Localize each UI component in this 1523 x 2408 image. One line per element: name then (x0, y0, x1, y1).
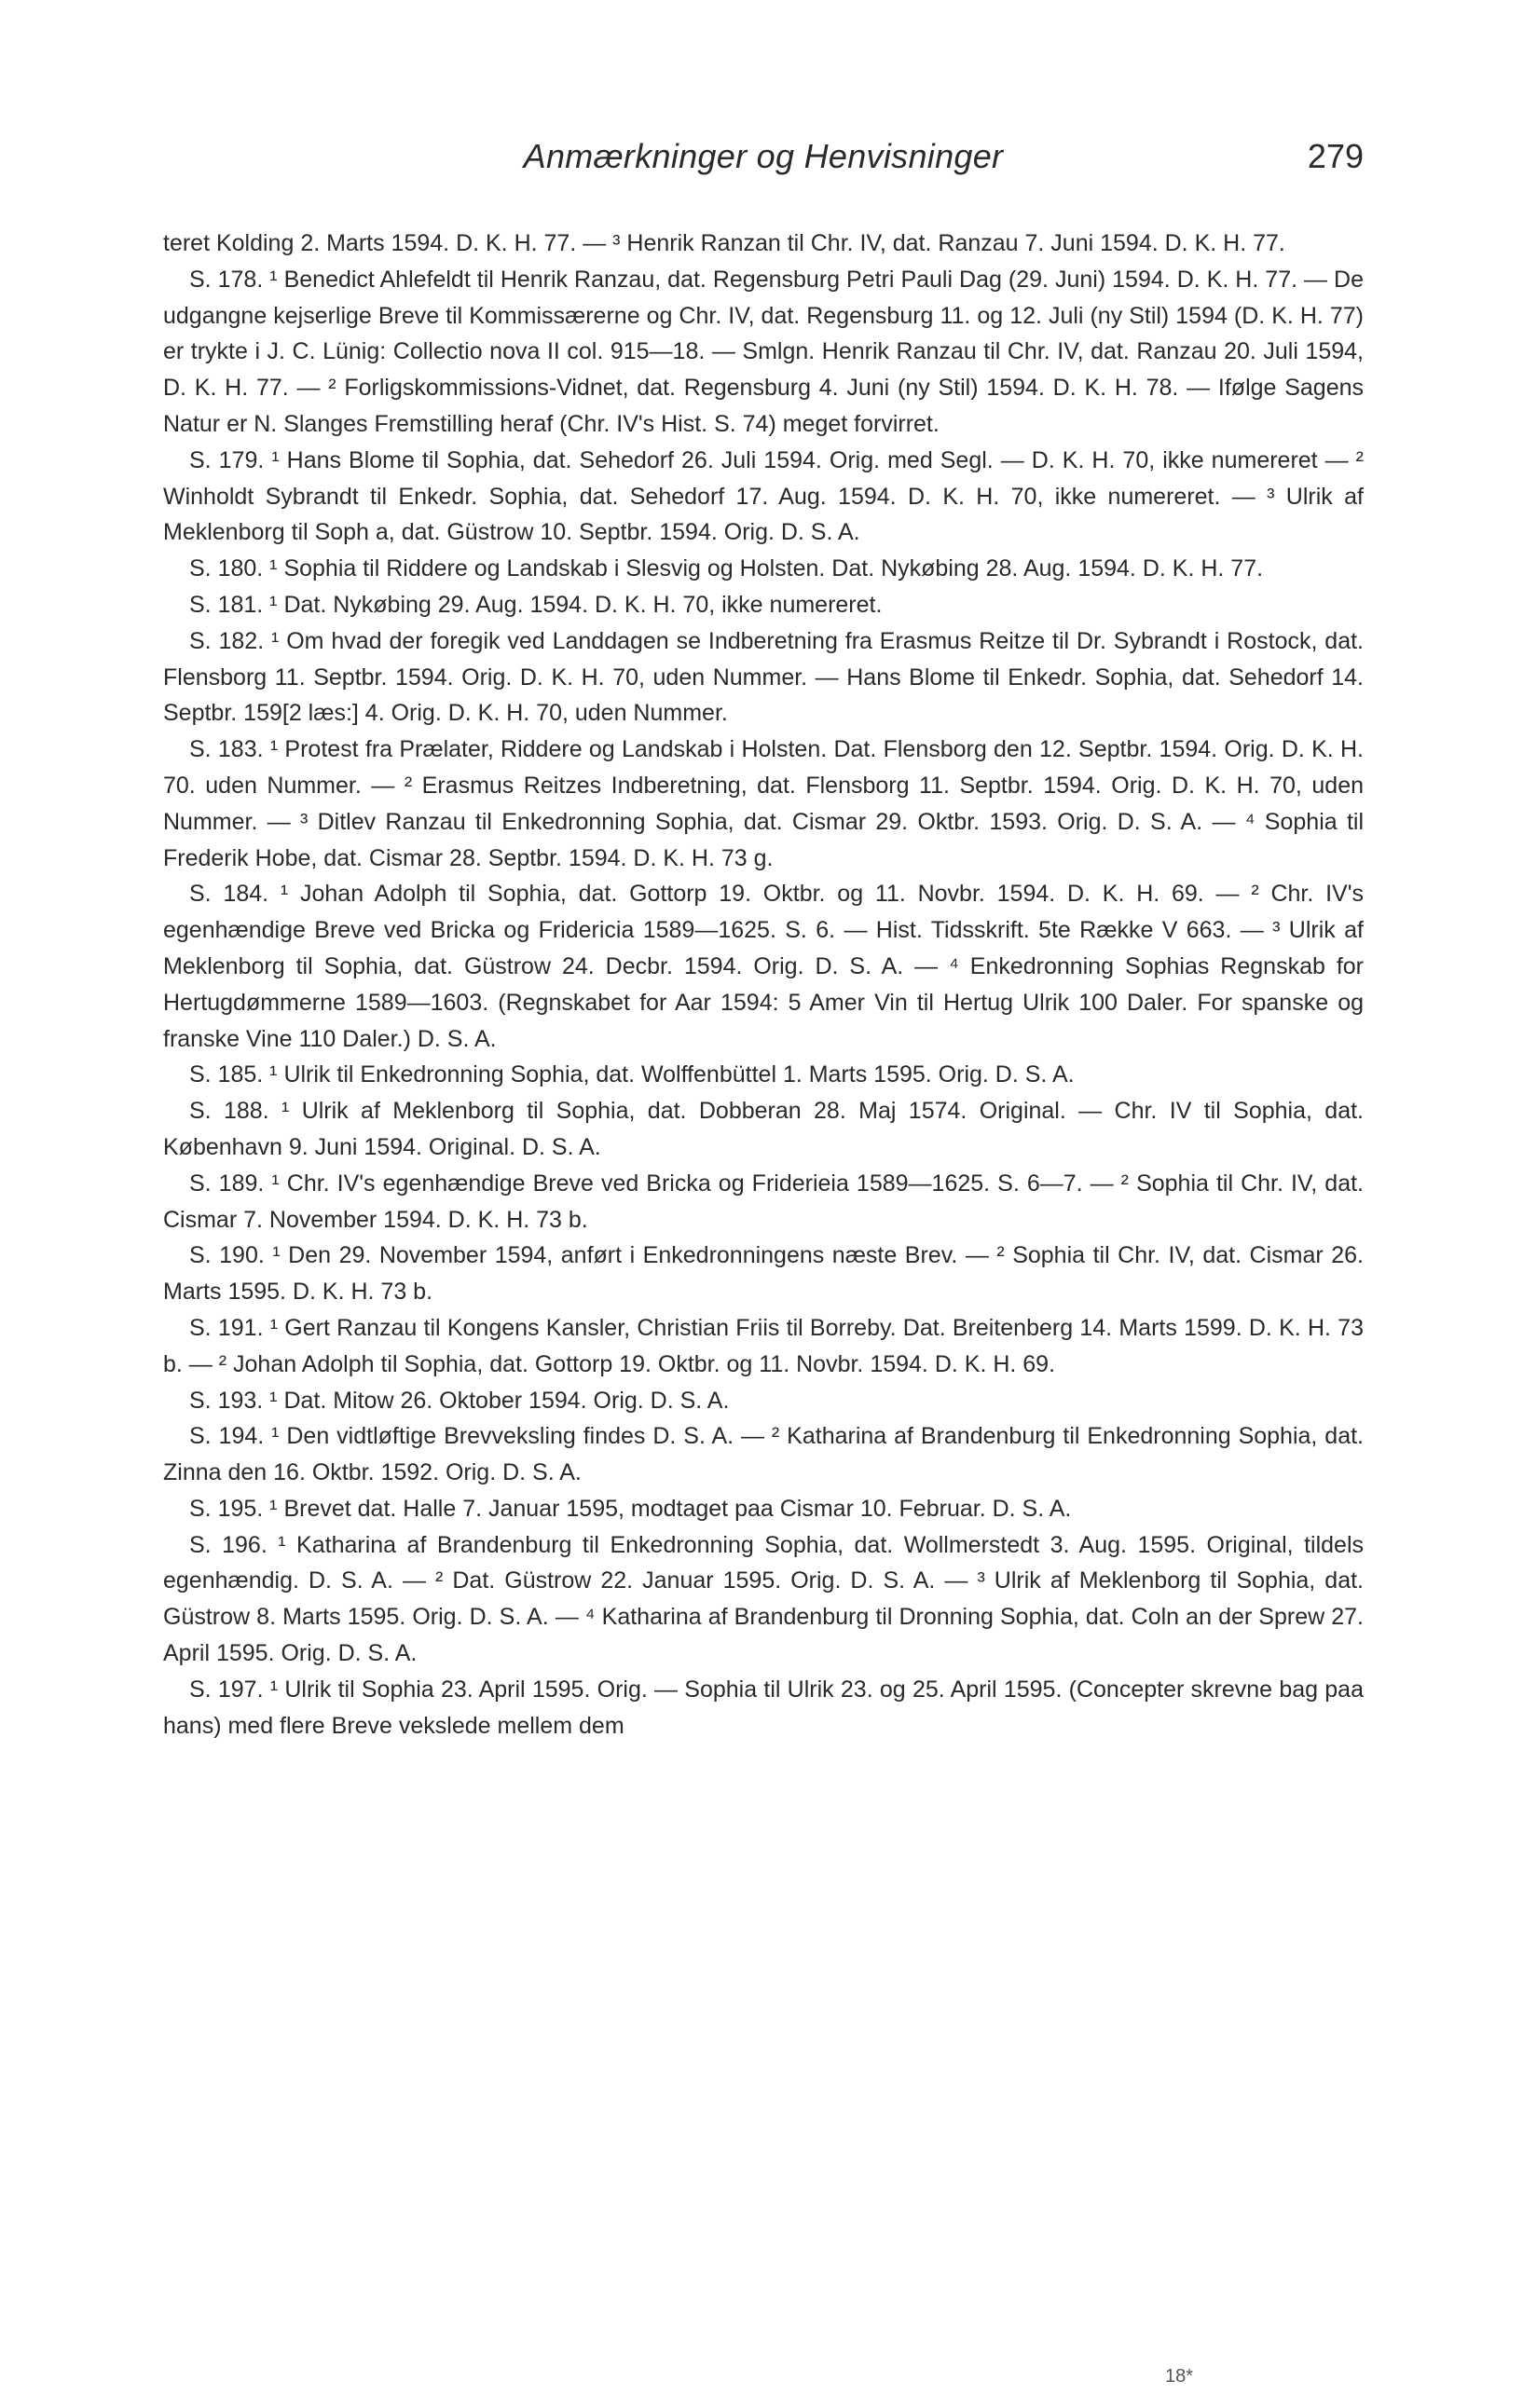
note-paragraph: S. 181. ¹ Dat. Nykøbing 29. Aug. 1594. D. K. H. 70, ikke numereret. (189, 591, 883, 618)
note-paragraph: S. 188. ¹ Ulrik af Meklenborg til Sophia, dat. Dobberan 28. Maj 1574. Original. — Chr. IV til Sophia, dat. København 9. Juni 1594. Original. D. S. A. (163, 1098, 1364, 1160)
note-paragraph: S. 185. ¹ Ulrik til Enkedronning Sophia, dat. Wolffenbüttel 1. Marts 1595. Orig. D. S. A. (189, 1061, 1075, 1088)
note-paragraph: S. 193. ¹ Dat. Mitow 26. Oktober 1594. Orig. D. S. A. (189, 1387, 730, 1414)
note-paragraph: S. 195. ¹ Brevet dat. Halle 7. Januar 1595, modtaget paa Cismar 10. Februar. D. S. A. (189, 1495, 1072, 1522)
page-number: 279 (1307, 137, 1364, 175)
note-paragraph: S. 190. ¹ Den 29. November 1594, anført i Enkedronningens næste Brev. — ² Sophia til Chr. IV, dat. Cismar 26. Marts 1595. D. K. H. 73 b. (163, 1242, 1364, 1306)
note-paragraph: S. 179. ¹ Hans Blome til Sophia, dat. Sehedorf 26. Juli 1594. Orig. med Segl. — D. K. H. 70, ikke numereret — ² Winholdt Sybrandt til Enkedr. Sophia, dat. Sehedorf 17. Aug. 1594. D. K. H. 70, ikke numereret. — ³ Ulrik af Meklenborg til Soph a, dat. Güstrow 10. Septbr. 1594. Orig. D. S. A. (163, 446, 1364, 546)
note-paragraph: S. 191. ¹ Gert Ranzau til Kongens Kansler, Christian Friis til Borreby. Dat. Breitenberg 14. Marts 1599. D. K. H. 73 b. — ² Johan Adolph til Sophia, dat. Gottorp 19. Oktbr. og 11. Novbr. 1594. D. K. H. 69. (163, 1314, 1364, 1377)
note-paragraph: S. 196. ¹ Katharina af Brandenburg til Enkedronning Sophia, dat. Wollmerstedt 3. Aug. 1595. Original, tildels egenhændig. D. S. A. — ² Dat. Güstrow 22. Januar 1595. Orig. D. S. A. — ³ Ulrik af Meklenborg til Sophia, dat. Güstrow 8. Marts 1595. Orig. D. S. A. — ⁴ Katharina af Brandenburg til Dronning Sophia, dat. Coln an der Sprew 27. April 1595. Orig. D. S. A. (163, 1531, 1364, 1667)
note-paragraph: S. 183. ¹ Protest fra Prælater, Riddere og Landskab i Holsten. Dat. Flensborg den 12. Septbr. 1594. Orig. D. K. H. 70. uden Nummer. — ² Erasmus Reitzes Indberetning, dat. Flensborg 11. Septbr. 1594. Orig. D. K. H. 70, uden Nummer. — ³ Ditlev Ranzau til Enkedronning Sophia, dat. Cismar 29. Oktbr. 1593. Orig. D. S. A. — ⁴ Sophia til Frederik Hobe, dat. Cismar 28. Septbr. 1594. D. K. H. 73 g. (163, 736, 1364, 871)
note-paragraph: teret Kolding 2. Marts 1594. D. K. H. 77. — ³ Henrik Ranzan til Chr. IV, dat. Ranzau 7. Juni 1594. D. K. H. 77. (163, 230, 1285, 256)
notes-body (163, 226, 1364, 1744)
note-paragraph: S. 182. ¹ Om hvad der foregik ved Landdagen se Indberetning fra Erasmus Reitze til Dr. Sybrandt i Rostock, dat. Flensborg 11. Septbr. 1594. Orig. D. K. H. 70, uden Nummer. — Hans Blome til Enkedr. Sophia, dat. Sehedorf 14. Septbr. 159[2 læs:] 4. Orig. D. K. H. 70, uden Nummer. (163, 627, 1364, 727)
note-paragraph: S. 178. ¹ Benedict Ahlefeldt til Henrik Ranzau, dat. Regensburg Petri Pauli Dag (29. Juni) 1594. D. K. H. 77. — De udgangne kejserlige Breve til Kommissærerne og Chr. IV, dat. Regensburg 11. og 12. Juli (ny Stil) 1594 (D. K. H. 77) er trykte i J. C. Lünig: Collectio nova II col. 915—18. — Smlgn. Henrik Ranzau til Chr. IV, dat. Ranzau 20. Juli 1594, D. K. H. 77. — ² Forligskommissions-Vidnet, dat. Regensburg 4. Juni (ny Stil) 1594. D. K. H. 78. — Ifølge Sagens Natur er N. Slanges Fremstilling heraf (Chr. IV's Hist. S. 74) meget forvirret. (163, 266, 1364, 437)
note-paragraph: S. 189. ¹ Chr. IV's egenhændige Breve ved Bricka og Friderieia 1589—1625. S. 6—7. — ² Sophia til Chr. IV, dat. Cismar 7. November 1594. D. K. H. 73 b. (163, 1170, 1364, 1233)
note-paragraph: S. 194. ¹ Den vidtløftige Brevveksling findes D. S. A. — ² Katharina af Brandenburg til Enkedronning Sophia, dat. Zinna den 16. Oktbr. 1592. Orig. D. S. A. (163, 1423, 1364, 1486)
note-paragraph: S. 184. ¹ Johan Adolph til Sophia, dat. Gottorp 19. Oktbr. og 11. Novbr. 1594. D. K. H. 69. — ² Chr. IV's egenhændige Breve ved Bricka og Fridericia 1589—1625. S. 6. — Hist. Tidsskrift. 5te Række V 663. — ³ Ulrik af Meklenborg til Sophia, dat. Güstrow 24. Decbr. 1594. Orig. D. S. A. — ⁴ Enkedronning Sophias Regnskab for Hertugdømmerne 1589—1603. (Regnskabet for Aar 1594: 5 Amer Vin til Hertug Ulrik 100 Daler. For spanske og franske Vine 110 Daler.) D. S. A. (163, 881, 1364, 1052)
note-paragraph: S. 180. ¹ Sophia til Riddere og Landskab i Slesvig og Holsten. Dat. Nykøbing 28. Aug. 1594. D. K. H. 77. (189, 555, 1264, 582)
signature-mark: 18* (1165, 2366, 1194, 2387)
page-header (163, 136, 1364, 177)
running-title: Anmærkninger og Henvisninger (523, 137, 1004, 175)
note-paragraph: S. 197. ¹ Ulrik til Sophia 23. April 1595. Orig. — Sophia til Ulrik 23. og 25. April 1595. (Concepter skrevne bag paa hans) med flere Breve vekslede mellem dem (163, 1676, 1364, 1739)
